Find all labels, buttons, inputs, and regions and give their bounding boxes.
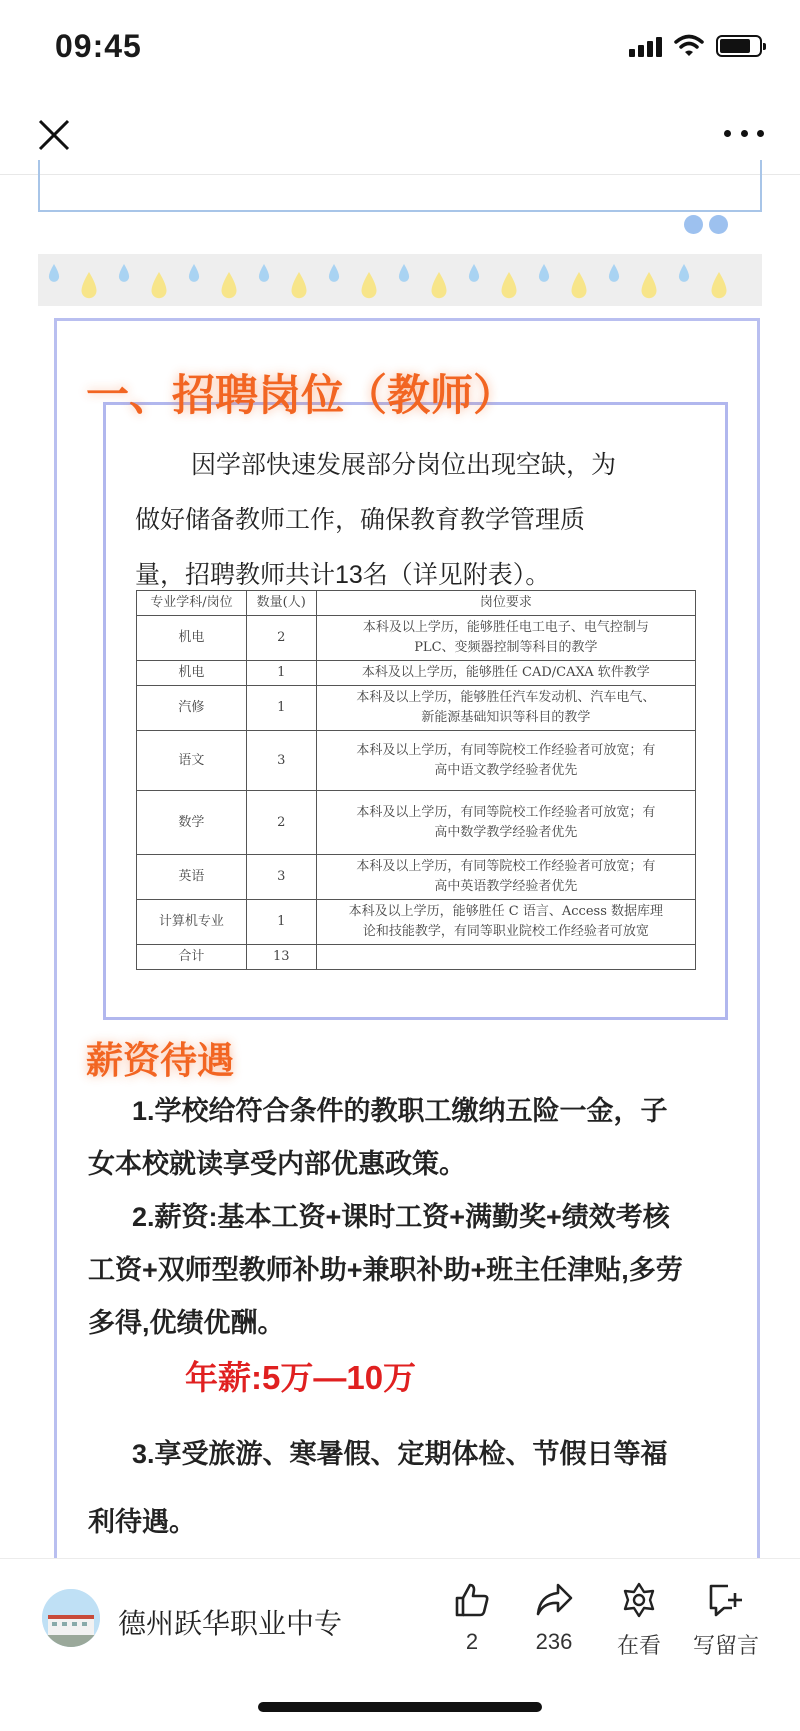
cell-requirement: 本科及以上学历，能够胜任电工电子、电气控制与 PLC、变频器控制等科目的教学 bbox=[316, 616, 695, 661]
cell-subject: 语文 bbox=[137, 731, 247, 791]
cell-subject: 机电 bbox=[137, 661, 247, 686]
table-row bbox=[137, 900, 696, 945]
recruitment-intro bbox=[135, 438, 700, 603]
decorative-dots bbox=[684, 215, 728, 234]
watching-button[interactable] bbox=[599, 1581, 679, 1660]
cell-subject: 英语 bbox=[137, 855, 247, 900]
cell-total-label: 合计 bbox=[137, 945, 247, 970]
share-count: 236 bbox=[535, 1629, 573, 1654]
table-header-row bbox=[137, 591, 696, 616]
cell-total-count: 13 bbox=[246, 945, 316, 970]
intro-line: 做好储备教师工作，确保教育教学管理质 bbox=[135, 506, 586, 534]
battery-icon bbox=[716, 35, 762, 57]
previous-section-box bbox=[38, 160, 762, 212]
share-icon bbox=[534, 1581, 574, 1619]
section-title-salary: 薪资待遇 bbox=[86, 1040, 234, 1081]
annual-salary: 年薪:5万—10万 bbox=[185, 1359, 417, 1396]
more-icon[interactable] bbox=[724, 123, 764, 143]
cell-count: 1 bbox=[246, 686, 316, 731]
status-icons bbox=[629, 34, 762, 58]
thumbs-up-icon bbox=[453, 1581, 491, 1619]
share-button[interactable] bbox=[514, 1581, 594, 1655]
intro-line: 量，招聘教师共计13名（详见附表）。 bbox=[135, 561, 551, 589]
like-button[interactable] bbox=[432, 1581, 512, 1655]
watching-label: 在看 bbox=[616, 1633, 661, 1658]
cell-subject: 汽修 bbox=[137, 686, 247, 731]
cell-requirement: 本科及以上学历，能够胜任 C 语言、Access 数据库理 论和技能教学，有同等职业院校工作经验者可放宽 bbox=[316, 900, 695, 945]
cell-subject: 机电 bbox=[137, 616, 247, 661]
benefit-paragraph-3: 3.享受旅游、寒暑假、定期体检、节假日等福 利待遇。 bbox=[88, 1439, 668, 1537]
raindrop-divider bbox=[38, 254, 762, 306]
status-time: 09:45 bbox=[55, 28, 142, 64]
cell-requirement: 本科及以上学历，有同等院校工作经验者可放宽；有 高中数学教学经验者优先 bbox=[316, 791, 695, 855]
cell-count: 2 bbox=[246, 616, 316, 661]
cell-subject: 数学 bbox=[137, 791, 247, 855]
intro-line: 因学部快速发展部分岗位出现空缺，为 bbox=[191, 451, 617, 479]
positions-table bbox=[136, 590, 696, 970]
table-row bbox=[137, 616, 696, 661]
comment-add-icon bbox=[706, 1581, 746, 1619]
cell-count: 1 bbox=[246, 661, 316, 686]
like-count: 2 bbox=[465, 1629, 479, 1654]
school-building-icon bbox=[42, 1589, 100, 1647]
cell-count: 2 bbox=[246, 791, 316, 855]
table-row bbox=[137, 731, 696, 791]
cellular-signal-icon bbox=[629, 35, 662, 57]
home-indicator bbox=[258, 1702, 542, 1712]
table-row bbox=[137, 661, 696, 686]
comment-label: 写留言 bbox=[692, 1633, 759, 1658]
cell-empty bbox=[316, 945, 695, 970]
table-header: 数量(人) bbox=[246, 591, 316, 616]
cell-count: 3 bbox=[246, 855, 316, 900]
account-name[interactable]: 德州跃华职业中专 bbox=[118, 1608, 343, 1639]
cell-requirement: 本科及以上学历，能够胜任汽车发动机、汽车电气、 新能源基础知识等科目的教学 bbox=[316, 686, 695, 731]
close-icon[interactable] bbox=[36, 117, 72, 153]
cell-subject: 计算机专业 bbox=[137, 900, 247, 945]
cell-count: 3 bbox=[246, 731, 316, 791]
cell-requirement: 本科及以上学历，有同等院校工作经验者可放宽；有 高中语文教学经验者优先 bbox=[316, 731, 695, 791]
section-title-positions: 一、招聘岗位（教师） bbox=[86, 372, 516, 420]
table-row bbox=[137, 855, 696, 900]
cell-count: 1 bbox=[246, 900, 316, 945]
watching-flower-icon bbox=[620, 1581, 658, 1619]
benefit-paragraph-2: 2.薪资:基本工资+课时工资+满勤奖+绩效考核 工资+双师型教师补助+兼职补助+班主任津贴,多劳 多得,优绩优酬。 bbox=[88, 1202, 683, 1338]
comment-button[interactable] bbox=[686, 1581, 766, 1660]
table-header: 岗位要求 bbox=[316, 591, 695, 616]
table-row bbox=[137, 686, 696, 731]
cell-requirement: 本科及以上学历，有同等院校工作经验者可放宽；有 高中英语教学经验者优先 bbox=[316, 855, 695, 900]
table-total-row bbox=[137, 945, 696, 970]
table-row bbox=[137, 791, 696, 855]
cell-requirement: 本科及以上学历，能够胜任 CAD/CAXA 软件教学 bbox=[316, 661, 695, 686]
table-header: 专业学科/岗位 bbox=[137, 591, 247, 616]
benefit-paragraph-1: 1.学校给符合条件的教职工缴纳五险一金，子 女本校就读享受内部优惠政策。 bbox=[88, 1096, 668, 1179]
account-avatar[interactable] bbox=[42, 1589, 100, 1647]
wifi-icon bbox=[674, 34, 704, 58]
status-bar bbox=[0, 0, 800, 95]
